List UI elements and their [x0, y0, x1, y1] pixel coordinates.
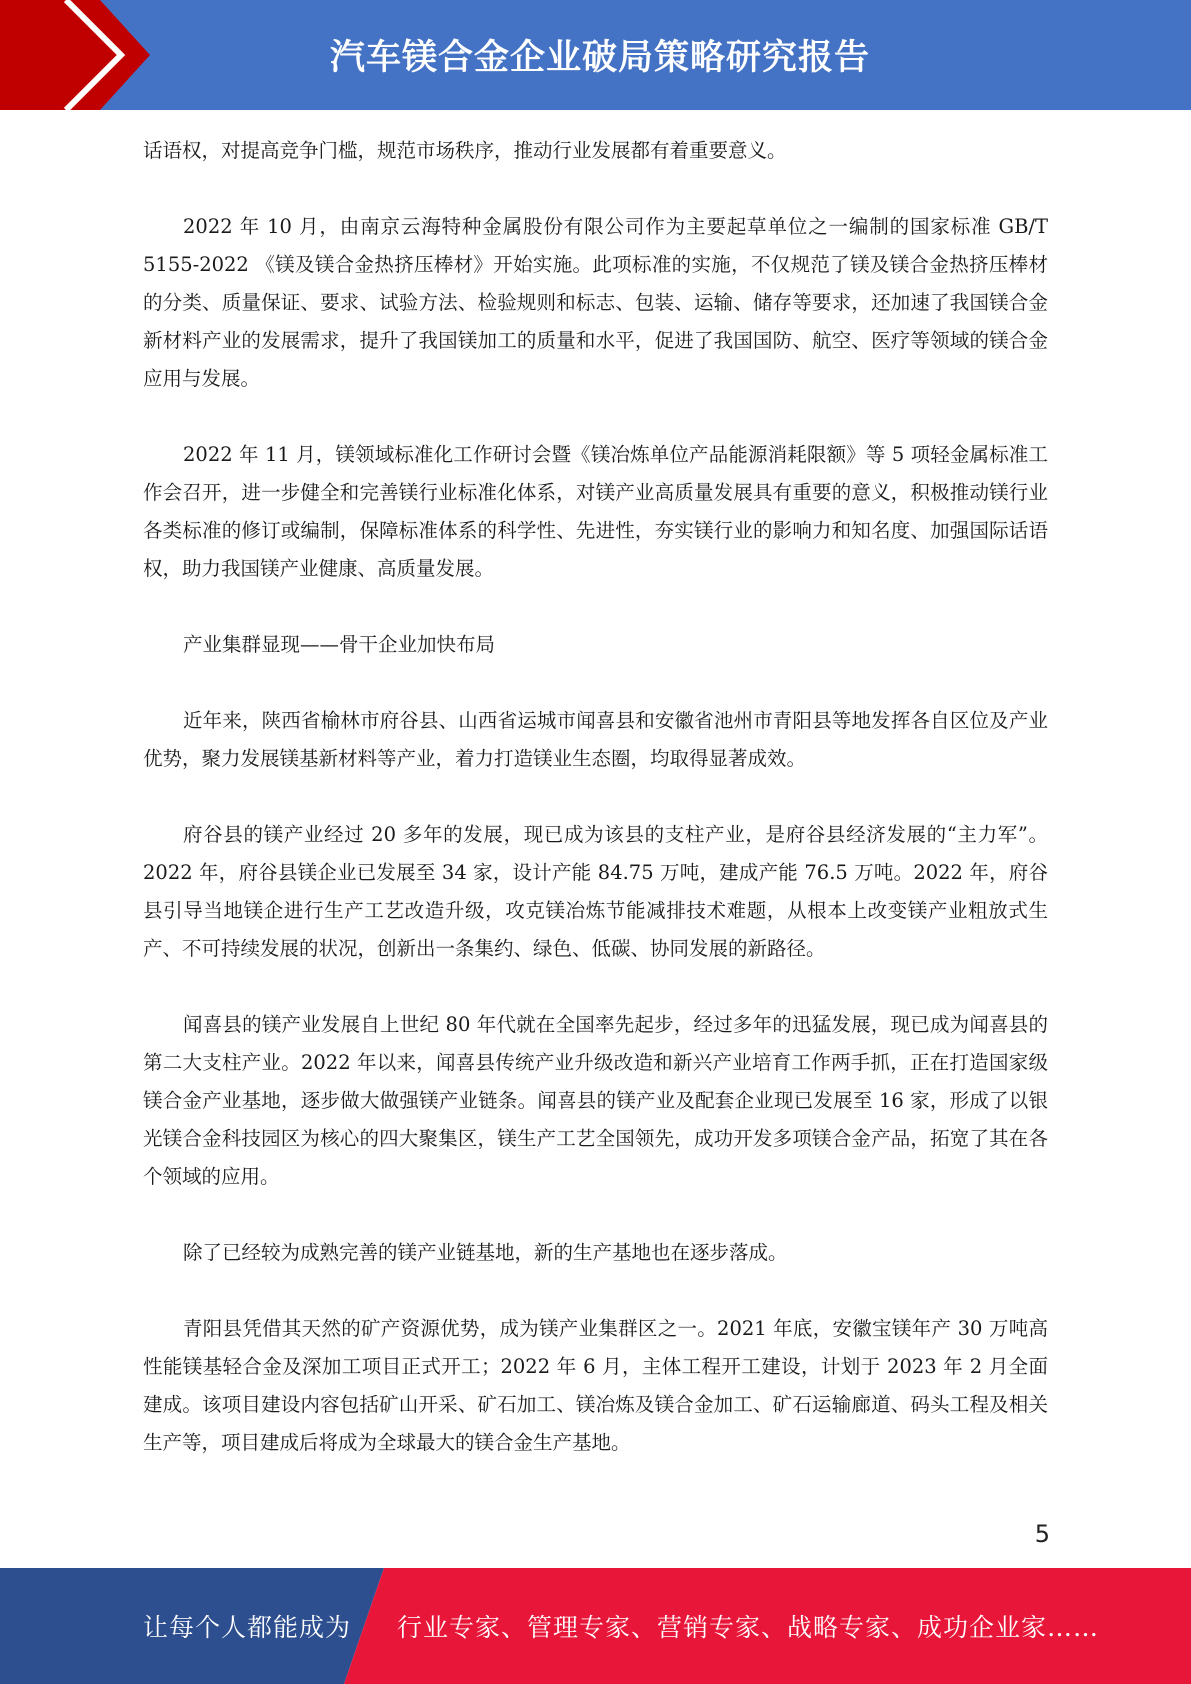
footer-slogan-left: 让每个人都能成为: [143, 1613, 352, 1642]
page-number: 5: [1034, 1520, 1050, 1548]
page-header: [0, 0, 1191, 110]
main-content: [143, 132, 1048, 1500]
footer-slogan-right: 行业专家、管理专家、营销专家、战略专家、成功企业家……: [397, 1613, 1100, 1642]
report-title: 汽车镁合金企业破局策略研究报告: [329, 38, 870, 78]
paragraph: 闻喜县的镁产业发展自上世纪 80 年代就在全国率先起步，经过多年的迅猛发展，现已成为闻喜县的第二大支柱产业。2022 年以来，闻喜县传统产业升级改造和新兴产业培育工作两手抓，正在打造国家级镁合金产业基地，逐步做大做强镁产业链条。闻喜县的镁产业及配套企业现已发展至 16 家，形成了以银光镁合金科技园区为核心的四大聚集区，镁生产工艺全国领先，成功开发多项镁合金产品，拓宽了其在各个领域的应用。: [143, 1013, 1048, 1188]
paragraph: 青阳县凭借其天然的矿产资源优势，成为镁产业集群区之一。2021 年底，安徽宝镁年产 30 万吨高性能镁基轻合金及深加工项目正式开工；2022 年 6 月，主体工程开工建设，计划于 2023 年 2 月全面建成。该项目建设内容包括矿山开采、矿石加工、镁冶炼及镁合金加工、矿石运输廊道、码头工程及相关生产等，项目建成后将成为全球最大的镁合金生产基地。: [143, 1317, 1048, 1454]
paragraph: 话语权，对提高竞争门槛，规范市场秩序，推动行业发展都有着重要意义。: [143, 139, 787, 162]
paragraph: 近年来，陕西省榆林市府谷县、山西省运城市闻喜县和安徽省池州市青阳县等地发挥各自区位及产业优势，聚力发展镁基新材料等产业，着力打造镁业生态圈，均取得显著成效。: [143, 709, 1048, 770]
paragraph: 2022 年 11 月，镁领域标准化工作研讨会暨《镁冶炼单位产品能源消耗限额》等 5 项轻金属标准工作会召开，进一步健全和完善镁行业标准化体系，对镁产业高质量发展具有重要的意义，积极推动镁行业各类标准的修订或编制，保障标准体系的科学性、先进性，夯实镁行业的影响力和知名度、加强国际话语权，助力我国镁产业健康、高质量发展。: [143, 443, 1048, 580]
section-heading: 产业集群显现——骨干企业加快布局: [183, 633, 496, 656]
page-footer: [0, 1568, 1191, 1684]
paragraph: 2022 年 10 月，由南京云海特种金属股份有限公司作为主要起草单位之一编制的国家标准 GB/T 5155-2022 《镁及镁合金热挤压棒材》开始实施。此项标准的实施，不仅规范了镁及镁合金热挤压棒材的分类、质量保证、要求、试验方法、检验规则和标志、包装、运输、储存等要求，还加速了我国镁合金新材料产业的发展需求，提升了我国镁加工的质量和水平，促进了我国国防、航空、医疗等领域的镁合金应用与发展。: [143, 215, 1048, 390]
paragraph: 除了已经较为成熟完善的镁产业链基地，新的生产基地也在逐步落成。: [183, 1241, 788, 1264]
paragraph: 府谷县的镁产业经过 20 多年的发展，现已成为该县的支柱产业，是府谷县经济发展的“主力军”。2022 年，府谷县镁企业已发展至 34 家，设计产能 84.75 万吨，建成产能 76.5 万吨。2022 年，府谷县引导当地镁企进行生产工艺改造升级，攻克镁冶炼节能减排技术难题，从根本上改变镁产业粗放式生产、不可持续发展的状况，创新出一条集约、绿色、低碳、协同发展的新路径。: [143, 823, 1048, 960]
